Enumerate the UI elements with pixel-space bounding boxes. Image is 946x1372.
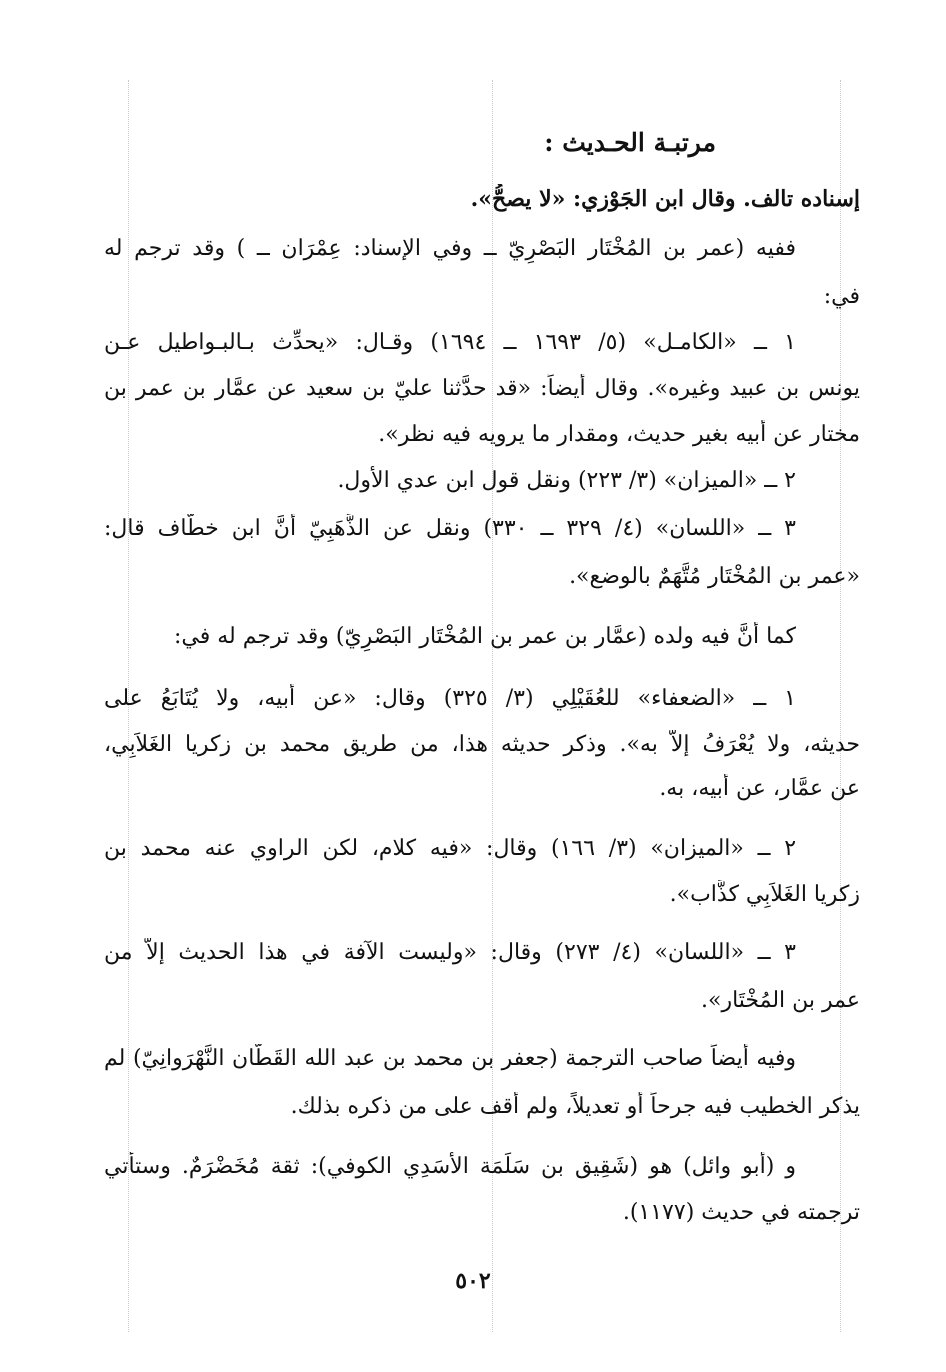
text-line: ٣ ــ «اللسان» (٤/ ٣٢٩ ــ ٣٣٠) ونقل عن الذَّهَبِيّ أنَّ ابن خطَّاف قال: [104,516,796,541]
text-line: ١ ــ «الضعفاء» للعُقَيْلِي (٣/ ٣٢٥) وقال: «عن أبيه، ولا يُتَابَعُ على [104,686,796,711]
text-line: يونس بن عبيد وغيره». وقال أيضاً: «قد حدَّثنا عليّ بن سعيد عن عمَّار بن عمر بن [104,376,860,401]
text-line: و (أبو وائل) هو (شَقِيق بن سَلَمَة الأَسَدِي الكوفي): ثقة مُخَضْرَمٌ. وستأتي [104,1154,796,1179]
text-line: كما أنَّ فيه ولده (عمَّار بن عمر بن المُخْتَار البَصْرِيّ) وقد ترجم له في: [173,624,796,649]
text-line: عمر بن المُخْتَار». [701,988,860,1013]
text-line: ١ ــ «الكامـل» (٥/ ١٦٩٣ ــ ١٦٩٤) وقـال: «يحدِّث بـالبـواطيل عـن [104,330,796,355]
text-line: وفيه أيضاً صاحب الترجمة (جعفر بن محمد بن عبد الله القَطَّان النَّهْرَوانِيّ) لم [104,1046,796,1071]
text-line: «عمر بن المُخْتَار مُتَّهَمٌ بالوضع». [569,564,860,589]
text-line: ٣ ــ «اللسان» (٤/ ٢٧٣) وقال: «وليست الآفة في هذا الحديث إلاَّ من [104,940,796,965]
text-line: زكريا الغَلاَبِي كذَّاب». [669,882,860,907]
text-line: حديثه، ولا يُعْرَفُ إلاَّ به». وذكر حديثه هذا، من طريق محمد بن زكريا الغَلاَبِي، [104,732,860,757]
text-line: عن عمَّار، عن أبيه، به. [659,776,860,801]
page-number: ٥٠٢ [455,1268,491,1294]
text-line: ٢ ــ «الميزان» (٣/ ٢٢٣) ونقل قول ابن عدي الأول. [337,468,796,493]
text-line: ترجمته في حديث (١١٧٧). [622,1200,860,1225]
text-line: إسناده تالف. وقال ابن الجَوْزي: «لا يصحُّ». [470,186,860,212]
section-heading: مرتبـة الحـديث : [544,128,716,157]
text-line: ففيه (عمر بن المُخْتَار البَصْرِيّ ــ وفي الإسناد: عِمْرَان ــ ) وقد ترجم له [104,236,796,261]
text-line: يذكر الخطيب فيه جرحاً أو تعديلاً، ولم أقف على من ذكره بذلك. [290,1094,860,1119]
text-line: في: [823,284,860,309]
scan-guide-line [840,80,841,1332]
text-line: مختار عن أبيه بغير حديث، ومقدار ما يرويه فيه نظر». [378,422,860,447]
text-line: ٢ ــ «الميزان» (٣/ ١٦٦) وقال: «فيه كلام، لكن الراوي عنه محمد بن [104,836,796,861]
